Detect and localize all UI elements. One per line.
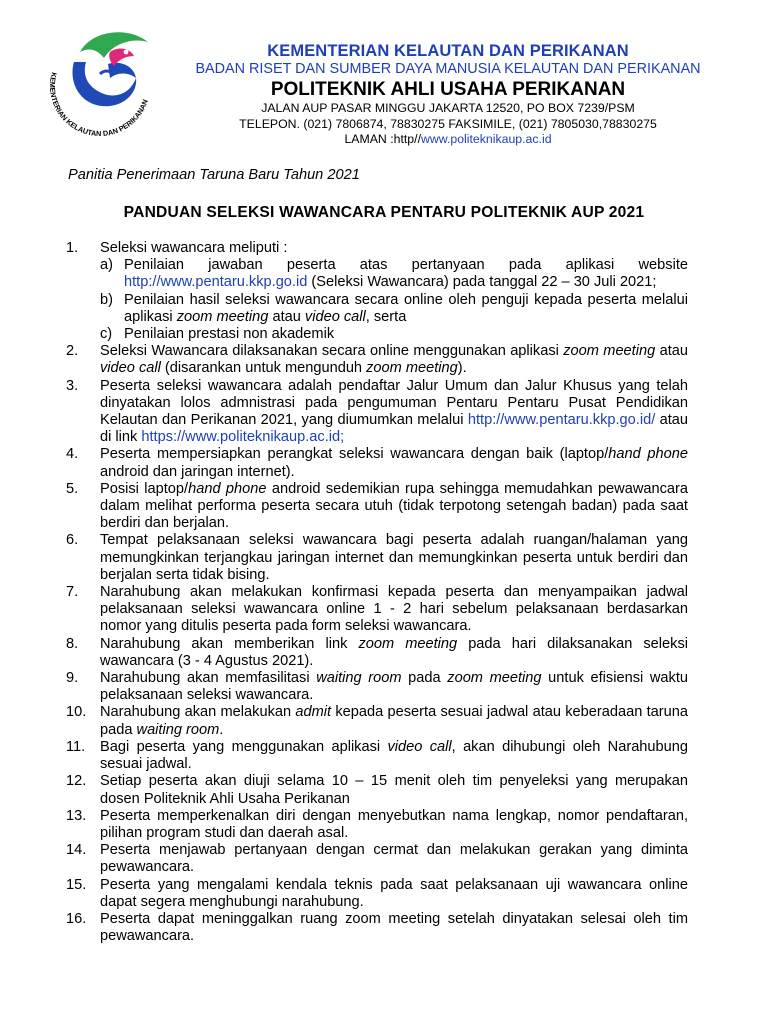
italic-term: video call <box>304 308 366 325</box>
sub-item-text: (Seleksi Wawancara) pada tanggal 22 – 30 Juli 2021; <box>307 274 657 291</box>
letterhead <box>150 42 746 148</box>
sub-item-text: , serta <box>365 308 407 325</box>
sub-item-text: atau <box>268 308 305 325</box>
ministry-name: KEMENTERIAN KELAUTAN DAN PERIKANAN <box>267 42 629 60</box>
sub-letter: a) <box>100 257 113 274</box>
sub-item <box>100 326 688 343</box>
guideline-list <box>66 240 688 945</box>
website-link[interactable]: www.politeknikaup.ac.id <box>420 132 552 146</box>
item-number: 4. <box>66 446 79 463</box>
address: JALAN AUP PASAR MINGGU JAKARTA 12520, PO BOX 7239/PSM <box>261 101 635 115</box>
list-item: 16. Peserta dapat meninggalkan ruang zoom meeting setelah dinyatakan selesai oleh tim pewawancara. <box>66 910 688 945</box>
logo-blue-wave-2 <box>108 63 136 78</box>
item-number: 11. <box>66 738 86 755</box>
list-item: 3. Peserta seleksi wawancara adalah pendaftar Jalur Umum dan Jalur Khusus yang telah dinyatakan lolos admnistrasi pada pengumuman Pentaru Pentaru Pusat Pendidikan Kelautan dan Perikanan 2021, yang diumumkan melalui http://www.pentaru.kkp.go.id/ atau di link https://www.politeknikaup.ac.id; <box>66 377 688 446</box>
list-item: 13. Peserta memperkenalkan diri dengan menyebutkan nama lengkap, nomor pendaftaran, pilihan program studi dan daerah asal. <box>66 807 688 841</box>
item-number: 16. <box>66 910 87 927</box>
sub-item <box>100 257 688 291</box>
list-item: 12. Setiap peserta akan diuji selama 10 – 15 menit oleh tim penyeleksi yang merupakan dosen Politeknik Ahli Usaha Perikanan <box>66 773 688 807</box>
item-number: 12. <box>66 773 87 790</box>
item-number: 5. <box>66 480 79 497</box>
phone-fax: TELEPON. (021) 7806874, 78830275 FAKSIMILE, (021) 7805030,78830275 <box>239 116 657 131</box>
logo-arc-text: KEMENTERIAN KELAUTAN DAN PERIKANAN <box>47 71 150 139</box>
committee-line: Panitia Penerimaan Taruna Baru Tahun 2021 <box>68 167 360 183</box>
ministry-logo <box>30 22 168 152</box>
sub-letter: b) <box>100 291 113 308</box>
list-item: 4. Peserta mempersiapkan perangkat seleksi wawancara dengan baik (laptop/hand phone android dan jaringan internet). <box>66 446 688 480</box>
item-number: 3. <box>66 377 79 394</box>
polytechnic-name: POLITEKNIK AHLI USAHA PERIKANAN <box>270 79 626 100</box>
agency-name: BADAN RISET DAN SUMBER DAYA MANUSIA KELAUTAN DAN PERIKANAN <box>195 61 701 77</box>
item-number: 6. <box>66 532 79 549</box>
item-number: 10. <box>66 704 87 721</box>
website-line <box>150 132 746 148</box>
sub-item-text: Penilaian prestasi non akademik <box>124 326 335 343</box>
item-number: 15. <box>66 876 87 893</box>
pentaru-link[interactable]: http://www.pentaru.kkp.go.id <box>124 274 308 291</box>
item-text: Seleksi wawancara meliputi : <box>100 240 288 256</box>
item-number: 1. <box>66 240 79 256</box>
list-item: 9. Narahubung akan memfasilitasi waiting room pada zoom meeting untuk efisiensi waktu pelaksanaan seleksi wawancara. <box>66 670 688 704</box>
sub-letter: c) <box>100 326 113 343</box>
list-item <box>66 240 688 343</box>
pentaru-link[interactable]: http://www.pentaru.kkp.go.id/ <box>467 412 656 429</box>
website-label: LAMAN :http// <box>344 132 421 146</box>
sub-item-text: Penilaian jawaban peserta atas pertanyaan pada aplikasi website <box>124 257 688 274</box>
item-number: 13. <box>66 807 87 824</box>
item-number: 14. <box>66 842 87 859</box>
list-item: 10. Narahubung akan melakukan admit kepada peserta sesuai jadwal atau keberadaan taruna pada waiting room. <box>66 704 688 738</box>
list-item: 5. Posisi laptop/hand phone android sedemikian rupa sehingga memudahkan pewawancara dalam melihat performa peserta secara utuh (tidak terpotong setengah badan) pada saat berdiri dan berjalan. <box>66 480 688 532</box>
sub-item <box>100 292 688 326</box>
list-item: 14. Peserta menjawab pertanyaan dengan cermat dan melakukan gerakan yang diminta pewawancara. <box>66 842 688 876</box>
item-number: 7. <box>66 584 79 601</box>
list-item: 15. Peserta yang mengalami kendala teknis pada saat pelaksanaan uji wawancara online dapat segera menghubungi narahubung. <box>66 876 688 910</box>
sub-item-text: Penilaian hasil seleksi wawancara secara online oleh penguji kepada peserta melalui aplikasi <box>124 291 688 325</box>
document-title: PANDUAN SELEKSI WAWANCARA PENTARU POLITEKNIK AUP 2021 <box>123 204 645 221</box>
item-number: 9. <box>66 670 79 687</box>
list-item: 11. Bagi peserta yang menggunakan aplikasi video call, akan dihubungi oleh Narahubung sesuai jadwal. <box>66 738 689 773</box>
list-item: 2. Seleksi Wawancara dilaksanakan secara online menggunakan aplikasi zoom meeting atau video call (disarankan untuk mengunduh zoom meeting). <box>66 343 688 377</box>
list-item: 8. Narahubung akan memberikan link zoom meeting pada hari dilaksanakan seleksi wawancara (3 - 4 Agustus 2021). <box>66 635 688 669</box>
list-item: 7. Narahubung akan melakukan konfirmasi kepada peserta dan menyampaikan jadwal pelaksanaan seleksi wawancara online 1 - 2 hari sebelum pelaksanaan berdasarkan nomor yang ditulis peserta pada form seleksi wawancara. <box>66 584 688 635</box>
item-number: 8. <box>66 635 79 652</box>
politeknikaup-link[interactable]: https://www.politeknikaup.ac.id; <box>141 429 345 446</box>
list-item: 6. Tempat pelaksanaan seleksi wawancara bagi peserta adalah ruangan/halaman yang memungkinkan terjangkau jaringan internet dan memungkinkan peserta untuk berdiri dan berjalan serta tidak bising. <box>66 532 688 583</box>
italic-term: zoom meeting <box>176 308 269 325</box>
item-number: 2. <box>66 343 79 360</box>
logo-fish <box>109 49 134 66</box>
